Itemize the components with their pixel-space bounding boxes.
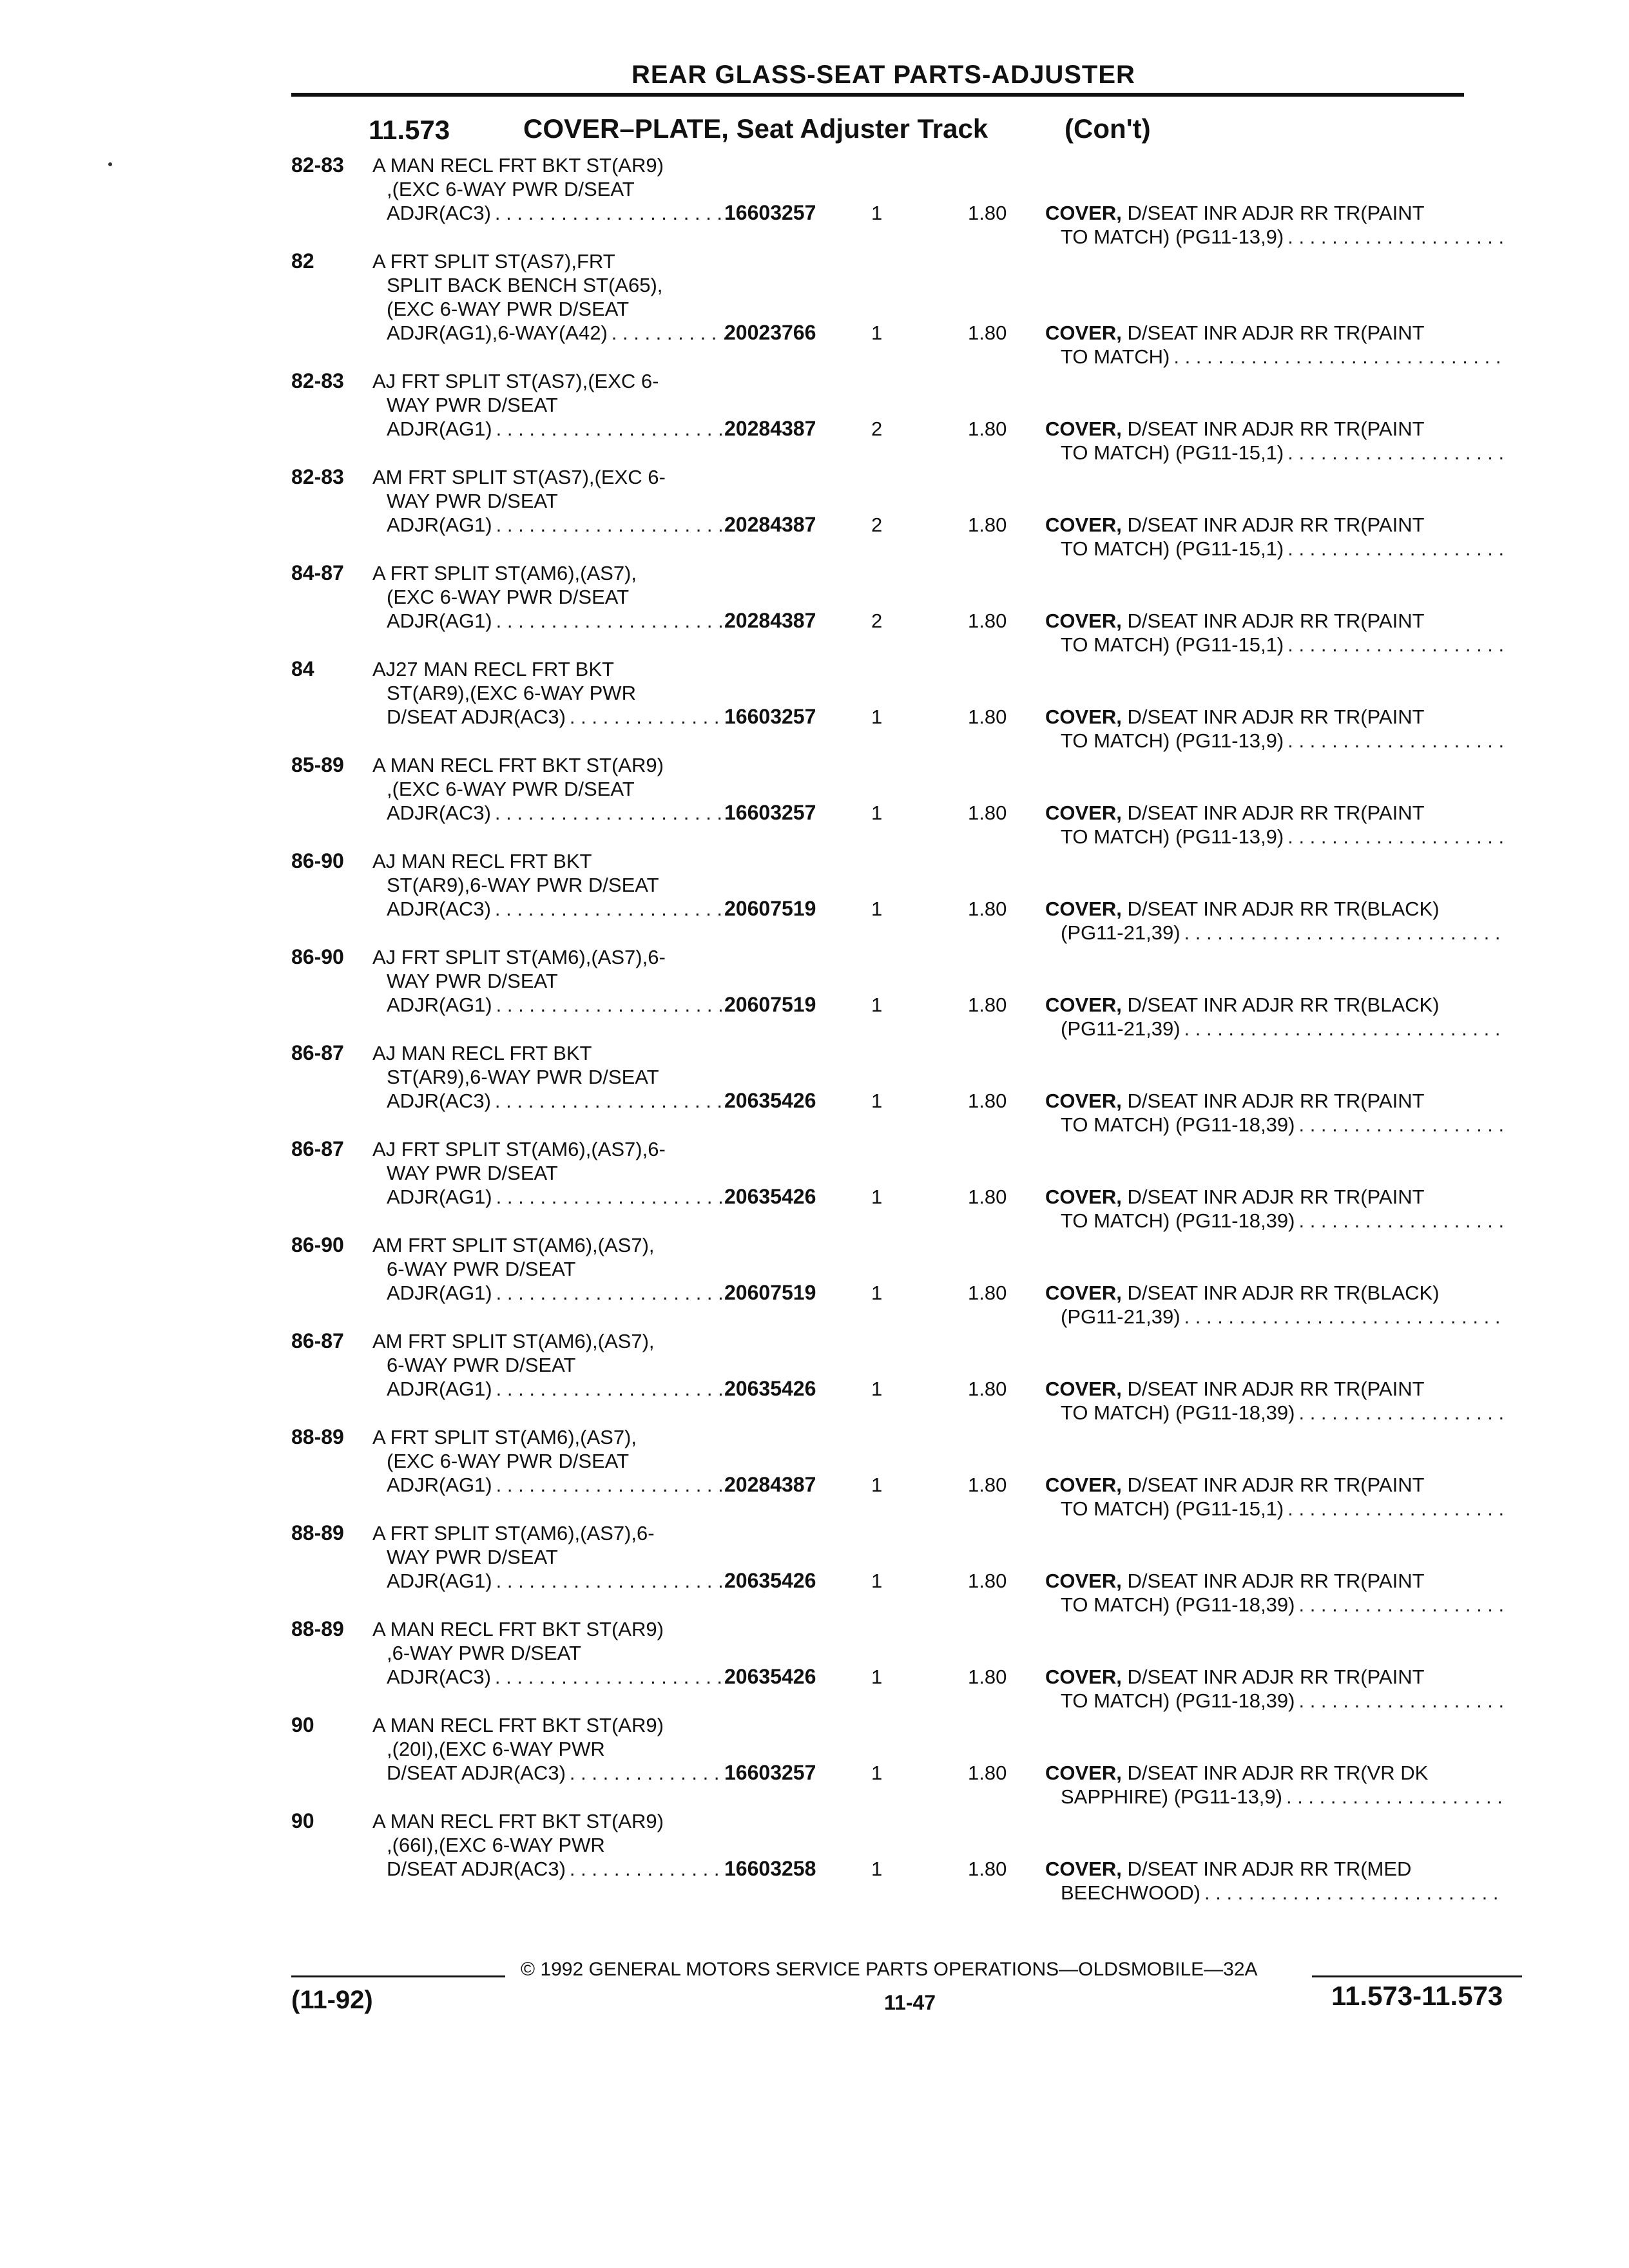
usage-line: ST(AR9),6-WAY PWR D/SEAT xyxy=(387,1066,659,1088)
quantity: 1 xyxy=(871,898,883,920)
model-years: 86-90 xyxy=(291,945,344,968)
part-name xyxy=(1045,1089,1509,1137)
dot-leader xyxy=(1184,1305,1505,1329)
model-years: 82 xyxy=(291,249,314,273)
dot-leader xyxy=(1286,1785,1505,1809)
parts-list xyxy=(0,153,1629,1905)
usage-line: 6-WAY PWR D/SEAT xyxy=(387,1258,576,1280)
usage-line: ST(AR9),(EXC 6-WAY PWR xyxy=(387,682,636,704)
quantity: 1 xyxy=(871,1186,883,1208)
usage-line: ADJR(AG1) xyxy=(387,1474,492,1496)
usage-line: AM FRT SPLIT ST(AM6),(AS7), xyxy=(372,1234,655,1256)
dot-leader xyxy=(1298,1113,1505,1137)
parts-list-entry xyxy=(0,657,1629,753)
quantity: 1 xyxy=(871,1762,883,1784)
usage-line: ADJR(AC3) xyxy=(387,1090,491,1112)
part-name-line: TO MATCH) (PG11-18,39) xyxy=(1061,1689,1295,1712)
usage-line: WAY PWR D/SEAT xyxy=(387,1162,558,1184)
usage-line: A MAN RECL FRT BKT ST(AR9) xyxy=(372,1714,664,1736)
part-name-line: D/SEAT INR ADJR RR TR(PAINT xyxy=(1127,1186,1425,1208)
part-name-noun: COVER, xyxy=(1045,898,1122,920)
usage-description xyxy=(372,945,733,1017)
part-name-line: D/SEAT INR ADJR RR TR(BLACK) xyxy=(1127,994,1440,1016)
parts-list-entry xyxy=(0,1329,1629,1425)
dot-leader xyxy=(495,1089,729,1113)
usage-line: A FRT SPLIT ST(AM6),(AS7),6- xyxy=(372,1522,655,1544)
footer-rule-right xyxy=(1312,1975,1522,1977)
usage-line: ,(EXC 6-WAY PWR D/SEAT xyxy=(387,778,635,800)
part-number: 20635426 xyxy=(724,1089,816,1112)
part-name xyxy=(1045,417,1509,465)
part-name-line: (PG11-21,39) xyxy=(1061,1305,1181,1328)
parts-list-entry xyxy=(0,753,1629,849)
part-name xyxy=(1045,513,1509,561)
usage-line: ADJR(AG1) xyxy=(387,1282,492,1304)
part-name-line: TO MATCH) xyxy=(1061,345,1170,368)
usage-description xyxy=(372,849,733,921)
header-rule xyxy=(291,93,1464,97)
model-years: 82-83 xyxy=(291,153,344,177)
part-name-noun: COVER, xyxy=(1045,418,1122,440)
footer-date: (11-92) xyxy=(291,1986,373,2014)
dot-leader xyxy=(1287,1497,1505,1521)
usage-description xyxy=(372,369,733,441)
parts-list-entry xyxy=(0,1521,1629,1617)
part-name-line: D/SEAT INR ADJR RR TR(PAINT xyxy=(1127,1666,1425,1688)
usage-line: ADJR(AG1) xyxy=(387,418,492,440)
part-name xyxy=(1045,993,1509,1041)
page-header-title: REAR GLASS-SEAT PARTS-ADJUSTER xyxy=(631,61,1135,89)
dot-leader xyxy=(496,1281,729,1305)
model-years: 84 xyxy=(291,657,314,680)
part-name-line: D/SEAT INR ADJR RR TR(PAINT xyxy=(1127,1570,1425,1592)
dot-leader xyxy=(496,513,729,537)
price: 1.80 xyxy=(968,994,1007,1016)
parts-list-entry xyxy=(0,465,1629,561)
usage-line: AJ27 MAN RECL FRT BKT xyxy=(372,658,614,680)
section-continued: (Con't) xyxy=(1065,113,1151,144)
dot-leader xyxy=(1287,825,1505,849)
part-name-noun: COVER, xyxy=(1045,202,1122,224)
model-years: 88-89 xyxy=(291,1521,344,1544)
dot-leader xyxy=(1287,441,1505,465)
dot-leader xyxy=(1298,1689,1505,1713)
part-number: 20284387 xyxy=(724,609,816,632)
usage-description xyxy=(372,1425,733,1497)
usage-description xyxy=(372,1809,733,1881)
model-years: 88-89 xyxy=(291,1425,344,1448)
part-name-noun: COVER, xyxy=(1045,1186,1122,1208)
usage-line: ,6-WAY PWR D/SEAT xyxy=(387,1642,581,1664)
part-number: 16603257 xyxy=(724,801,816,824)
price: 1.80 xyxy=(968,1282,1007,1304)
usage-description xyxy=(372,1521,733,1593)
dot-leader xyxy=(495,201,729,225)
price: 1.80 xyxy=(968,610,1007,632)
section-title: COVER–PLATE, Seat Adjuster Track xyxy=(523,113,988,144)
part-name-noun: COVER, xyxy=(1045,322,1122,344)
part-name xyxy=(1045,201,1509,249)
quantity: 1 xyxy=(871,802,883,824)
part-name xyxy=(1045,1281,1509,1329)
part-name-line: D/SEAT INR ADJR RR TR(VR DK xyxy=(1127,1762,1429,1784)
part-name-line: D/SEAT INR ADJR RR TR(PAINT xyxy=(1127,322,1425,344)
model-years: 88-89 xyxy=(291,1617,344,1640)
part-name-line: D/SEAT INR ADJR RR TR(PAINT xyxy=(1127,514,1425,536)
dot-leader xyxy=(495,1665,729,1689)
dot-leader xyxy=(570,1857,729,1881)
part-name-noun: COVER, xyxy=(1045,706,1122,728)
quantity: 2 xyxy=(871,418,883,440)
model-years: 86-87 xyxy=(291,1329,344,1352)
model-years: 90 xyxy=(291,1713,314,1736)
quantity: 1 xyxy=(871,1858,883,1880)
usage-line: AJ FRT SPLIT ST(AM6),(AS7),6- xyxy=(372,946,666,968)
usage-line: D/SEAT ADJR(AC3) xyxy=(387,1858,566,1880)
dot-leader xyxy=(496,417,729,441)
usage-line: ADJR(AG1) xyxy=(387,1186,492,1208)
part-name xyxy=(1045,705,1509,753)
usage-line: ,(66I),(EXC 6-WAY PWR xyxy=(387,1834,605,1856)
usage-line: A FRT SPLIT ST(AM6),(AS7), xyxy=(372,1426,637,1448)
quantity: 1 xyxy=(871,1090,883,1112)
part-name-line: D/SEAT INR ADJR RR TR(PAINT xyxy=(1127,418,1425,440)
part-name-noun: COVER, xyxy=(1045,1090,1122,1112)
part-name xyxy=(1045,1185,1509,1233)
dot-leader xyxy=(496,1377,729,1401)
usage-line: ADJR(AG1) xyxy=(387,1570,492,1592)
part-number: 20635426 xyxy=(724,1665,816,1688)
part-number: 16603258 xyxy=(724,1857,816,1880)
price: 1.80 xyxy=(968,1570,1007,1592)
quantity: 1 xyxy=(871,322,883,344)
part-name-line: TO MATCH) (PG11-15,1) xyxy=(1061,1497,1284,1520)
part-name-line: D/SEAT INR ADJR RR TR(PAINT xyxy=(1127,1090,1425,1112)
model-years: 84-87 xyxy=(291,561,344,584)
usage-line: (EXC 6-WAY PWR D/SEAT xyxy=(387,586,630,608)
usage-description xyxy=(372,561,733,633)
part-name xyxy=(1045,321,1509,369)
part-name-noun: COVER, xyxy=(1045,1570,1122,1592)
usage-description xyxy=(372,1137,733,1209)
part-name-line: BEECHWOOD) xyxy=(1061,1881,1200,1904)
part-name-line: TO MATCH) (PG11-15,1) xyxy=(1061,633,1284,656)
usage-line: WAY PWR D/SEAT xyxy=(387,490,558,512)
usage-line: ADJR(AC3) xyxy=(387,898,491,920)
usage-description xyxy=(372,153,733,225)
model-years: 86-87 xyxy=(291,1041,344,1064)
part-name-line: D/SEAT INR ADJR RR TR(BLACK) xyxy=(1127,1282,1440,1304)
part-name-noun: COVER, xyxy=(1045,1474,1122,1496)
part-name xyxy=(1045,1665,1509,1713)
dot-leader xyxy=(496,993,729,1017)
usage-description xyxy=(372,657,733,729)
part-name-noun: COVER, xyxy=(1045,994,1122,1016)
price: 1.80 xyxy=(968,202,1007,224)
part-name-line: D/SEAT INR ADJR RR TR(BLACK) xyxy=(1127,898,1440,920)
model-years: 85-89 xyxy=(291,753,344,776)
price: 1.80 xyxy=(968,322,1007,344)
part-name-noun: COVER, xyxy=(1045,1762,1122,1784)
part-name-line: D/SEAT INR ADJR RR TR(PAINT xyxy=(1127,1474,1425,1496)
dot-leader xyxy=(1173,345,1505,369)
part-number: 20284387 xyxy=(724,1473,816,1496)
model-years: 86-90 xyxy=(291,1233,344,1256)
footer-section-range: 11.573-11.573 xyxy=(1331,1981,1503,2011)
usage-line: ADJR(AG1) xyxy=(387,610,492,632)
part-name-line: TO MATCH) (PG11-15,1) xyxy=(1061,537,1284,560)
parts-list-entry xyxy=(0,1617,1629,1713)
part-name-noun: COVER, xyxy=(1045,1666,1122,1688)
dot-leader xyxy=(1184,921,1505,945)
usage-description xyxy=(372,1329,733,1401)
dot-leader xyxy=(495,801,729,825)
usage-line: ,(20I),(EXC 6-WAY PWR xyxy=(387,1738,605,1760)
part-name-line: (PG11-21,39) xyxy=(1061,921,1181,944)
usage-line: A MAN RECL FRT BKT ST(AR9) xyxy=(372,154,664,177)
usage-description xyxy=(372,249,733,345)
part-name-line: TO MATCH) (PG11-15,1) xyxy=(1061,441,1284,464)
price: 1.80 xyxy=(968,1666,1007,1688)
price: 1.80 xyxy=(968,1378,1007,1400)
usage-description xyxy=(372,1617,733,1689)
part-name-line: D/SEAT INR ADJR RR TR(PAINT xyxy=(1127,1378,1425,1400)
dot-leader xyxy=(1184,1017,1505,1041)
part-number: 20635426 xyxy=(724,1569,816,1592)
usage-line: ADJR(AC3) xyxy=(387,1666,491,1688)
usage-line: ADJR(AG1) xyxy=(387,994,492,1016)
part-number: 20284387 xyxy=(724,417,816,440)
part-number: 20635426 xyxy=(724,1377,816,1400)
usage-line: SPLIT BACK BENCH ST(A65), xyxy=(387,274,663,296)
part-number: 20635426 xyxy=(724,1185,816,1208)
part-number: 20607519 xyxy=(724,993,816,1016)
dot-leader xyxy=(496,609,729,633)
quantity: 2 xyxy=(871,514,883,536)
price: 1.80 xyxy=(968,1186,1007,1208)
usage-line: ADJR(AG1) xyxy=(387,1378,492,1400)
part-name xyxy=(1045,1473,1509,1521)
part-name-line: TO MATCH) (PG11-18,39) xyxy=(1061,1401,1295,1424)
part-name-line: D/SEAT INR ADJR RR TR(PAINT xyxy=(1127,802,1425,824)
quantity: 1 xyxy=(871,202,883,224)
usage-line: (EXC 6-WAY PWR D/SEAT xyxy=(387,1450,630,1472)
quantity: 1 xyxy=(871,706,883,728)
dot-leader xyxy=(1298,1209,1505,1233)
footer-copyright: © 1992 GENERAL MOTORS SERVICE PARTS OPERATIONS—OLDSMOBILE—32A xyxy=(521,1959,1258,1980)
usage-line: ADJR(AC3) xyxy=(387,802,491,824)
part-name xyxy=(1045,801,1509,849)
parts-list-entry xyxy=(0,1041,1629,1137)
quantity: 1 xyxy=(871,1474,883,1496)
price: 1.80 xyxy=(968,514,1007,536)
price: 1.80 xyxy=(968,418,1007,440)
quantity: 1 xyxy=(871,1666,883,1688)
part-name-line: (PG11-21,39) xyxy=(1061,1017,1181,1040)
part-name xyxy=(1045,1761,1509,1809)
price: 1.80 xyxy=(968,802,1007,824)
part-name-noun: COVER, xyxy=(1045,802,1122,824)
part-name-line: D/SEAT INR ADJR RR TR(PAINT xyxy=(1127,706,1425,728)
usage-line: AM FRT SPLIT ST(AM6),(AS7), xyxy=(372,1330,655,1352)
part-name-line: TO MATCH) (PG11-18,39) xyxy=(1061,1593,1295,1616)
part-name-line: TO MATCH) (PG11-13,9) xyxy=(1061,226,1284,248)
usage-line: ADJR(AG1) xyxy=(387,514,492,536)
part-name-line: TO MATCH) (PG11-18,39) xyxy=(1061,1209,1295,1232)
usage-line: D/SEAT ADJR(AC3) xyxy=(387,1762,566,1784)
parts-list-entry xyxy=(0,849,1629,945)
footer-page-number: 11-47 xyxy=(884,1991,936,2014)
part-number: 20607519 xyxy=(724,897,816,920)
part-name xyxy=(1045,897,1509,945)
quantity: 1 xyxy=(871,1378,883,1400)
model-years: 90 xyxy=(291,1809,314,1832)
price: 1.80 xyxy=(968,1090,1007,1112)
dot-leader xyxy=(570,705,729,729)
usage-line: (EXC 6-WAY PWR D/SEAT xyxy=(387,298,630,320)
part-name xyxy=(1045,1569,1509,1617)
parts-list-entry xyxy=(0,1809,1629,1905)
part-name xyxy=(1045,1857,1509,1905)
part-number: 16603257 xyxy=(724,1761,816,1784)
dot-leader xyxy=(570,1761,729,1785)
usage-line: WAY PWR D/SEAT xyxy=(387,970,558,992)
usage-line: 6-WAY PWR D/SEAT xyxy=(387,1354,576,1376)
model-years: 82-83 xyxy=(291,369,344,392)
dot-leader xyxy=(1287,729,1505,753)
part-number: 20023766 xyxy=(724,321,816,344)
dot-leader xyxy=(1298,1401,1505,1425)
part-name-line: TO MATCH) (PG11-18,39) xyxy=(1061,1113,1295,1136)
usage-line: A FRT SPLIT ST(AM6),(AS7), xyxy=(372,562,637,584)
usage-line: AJ MAN RECL FRT BKT xyxy=(372,850,592,872)
quantity: 1 xyxy=(871,1570,883,1592)
section-number: 11.573 xyxy=(369,115,450,145)
usage-line: AJ FRT SPLIT ST(AM6),(AS7),6- xyxy=(372,1138,666,1160)
part-name xyxy=(1045,609,1509,657)
usage-line: AJ FRT SPLIT ST(AS7),(EXC 6- xyxy=(372,370,659,392)
parts-list-entry xyxy=(0,1233,1629,1329)
usage-description xyxy=(372,1233,733,1305)
price: 1.80 xyxy=(968,706,1007,728)
dot-leader xyxy=(496,1569,729,1593)
part-name-noun: COVER, xyxy=(1045,514,1122,536)
usage-line: ADJR(AG1),6-WAY(A42) xyxy=(387,322,608,344)
part-name-noun: COVER, xyxy=(1045,1282,1122,1304)
part-name-line: SAPPHIRE) (PG11-13,9) xyxy=(1061,1785,1282,1808)
model-years: 86-90 xyxy=(291,849,344,872)
part-name-noun: COVER, xyxy=(1045,1858,1122,1880)
dot-leader xyxy=(1287,225,1505,249)
parts-list-entry xyxy=(0,153,1629,249)
dot-leader xyxy=(1204,1881,1505,1905)
usage-line: AJ MAN RECL FRT BKT xyxy=(372,1042,592,1064)
part-name-noun: COVER, xyxy=(1045,610,1122,632)
footer-rule-left xyxy=(291,1975,505,1977)
usage-description xyxy=(372,465,733,537)
dot-leader xyxy=(612,321,729,345)
part-number: 16603257 xyxy=(724,201,816,224)
usage-description xyxy=(372,1713,733,1785)
part-name-line: D/SEAT INR ADJR RR TR(MED xyxy=(1127,1858,1412,1880)
price: 1.80 xyxy=(968,1858,1007,1880)
part-name-line: D/SEAT INR ADJR RR TR(PAINT xyxy=(1127,202,1425,224)
part-name-line: TO MATCH) (PG11-13,9) xyxy=(1061,729,1284,752)
quantity: 1 xyxy=(871,994,883,1016)
usage-description xyxy=(372,753,733,825)
usage-line: A MAN RECL FRT BKT ST(AR9) xyxy=(372,754,664,776)
parts-list-entry xyxy=(0,945,1629,1041)
usage-line: A MAN RECL FRT BKT ST(AR9) xyxy=(372,1810,664,1832)
usage-line: ADJR(AC3) xyxy=(387,202,491,224)
usage-line: A MAN RECL FRT BKT ST(AR9) xyxy=(372,1618,664,1640)
usage-line: AM FRT SPLIT ST(AS7),(EXC 6- xyxy=(372,466,666,488)
usage-line: ,(EXC 6-WAY PWR D/SEAT xyxy=(387,178,635,200)
parts-list-entry xyxy=(0,561,1629,657)
part-number: 20284387 xyxy=(724,513,816,536)
dot-leader xyxy=(496,1185,729,1209)
price: 1.80 xyxy=(968,1762,1007,1784)
parts-list-entry xyxy=(0,369,1629,465)
parts-list-entry xyxy=(0,1425,1629,1521)
price: 1.80 xyxy=(968,898,1007,920)
usage-description xyxy=(372,1041,733,1113)
price: 1.80 xyxy=(968,1474,1007,1496)
part-name-noun: COVER, xyxy=(1045,1378,1122,1400)
dot-leader xyxy=(495,897,729,921)
usage-line: WAY PWR D/SEAT xyxy=(387,394,558,416)
usage-line: WAY PWR D/SEAT xyxy=(387,1546,558,1568)
usage-line: A FRT SPLIT ST(AS7),FRT xyxy=(372,250,615,273)
quantity: 1 xyxy=(871,1282,883,1304)
dot-leader xyxy=(1287,633,1505,657)
parts-list-entry xyxy=(0,1713,1629,1809)
parts-list-entry xyxy=(0,1137,1629,1233)
dot-leader xyxy=(496,1473,729,1497)
dot-leader xyxy=(1298,1593,1505,1617)
usage-line: D/SEAT ADJR(AC3) xyxy=(387,706,566,728)
part-name-line: TO MATCH) (PG11-13,9) xyxy=(1061,825,1284,848)
model-years: 82-83 xyxy=(291,465,344,488)
dot-leader xyxy=(1287,537,1505,561)
quantity: 2 xyxy=(871,610,883,632)
part-number: 20607519 xyxy=(724,1281,816,1304)
part-name-line: D/SEAT INR ADJR RR TR(PAINT xyxy=(1127,610,1425,632)
parts-list-entry xyxy=(0,249,1629,369)
usage-line: ST(AR9),6-WAY PWR D/SEAT xyxy=(387,874,659,896)
model-years: 86-87 xyxy=(291,1137,344,1160)
part-name xyxy=(1045,1377,1509,1425)
part-number: 16603257 xyxy=(724,705,816,728)
